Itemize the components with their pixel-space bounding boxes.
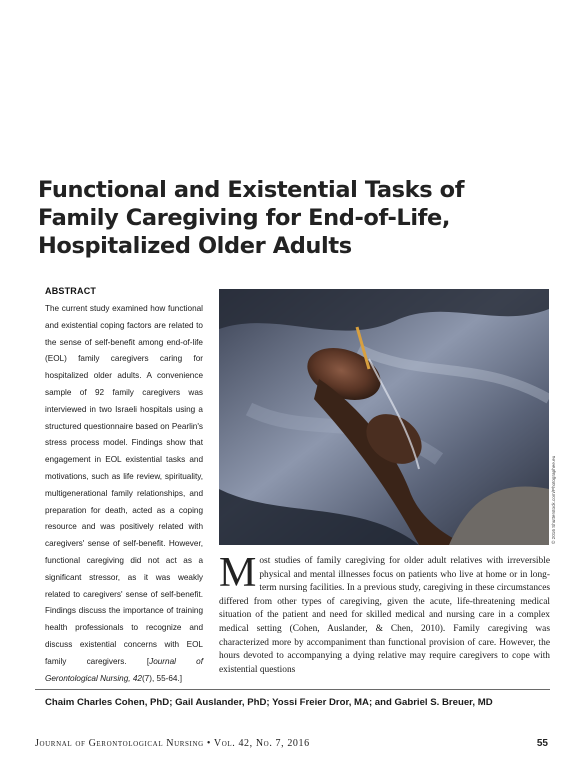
title-line: Functional and Existential Tasks of bbox=[38, 177, 465, 203]
title-line: Hospitalized Older Adults bbox=[38, 233, 352, 259]
abstract-citation-open: [ bbox=[146, 656, 150, 666]
drop-cap: M bbox=[219, 550, 257, 596]
abstract-body-text: The current study examined how functional and existential coping factors are related to the sense of self-benefit among end-of-life (EOL) family caregivers caring for hospitalized older adults. A convenience sample of 92 family caregivers was interviewed in two Israeli hospitals using a structured questionnaire based on Pearlin's stress process model. Findings show that engagement in EOL existential tasks and motivations, such as life review, spirituality, multigenerational family relationships, and preparation for death, acted as a coping resource and was positively related with caregivers' sense of self-benefit. However, functional caregiving did not act as a significant stressor, as it was weakly related to caregivers' sense of self-benefit. Findings discuss the importance of training health professionals to recognize and discuss existential concerns with EOL family caregivers. bbox=[45, 304, 203, 666]
body-paragraph: ost studies of family caregiving for older adult relatives with irreversible physical and mental illnesses focus on patients who live at home or in long-term nursing facilities. In a previous study, caregiving in these circumstances differed from other types of caregiving, given the acute, life-threatening medical situation of the patient and need for skilled medical and nursing care in a complex medical setting (Cohen, Auslander, & Chen, 2010). Family caregiving was characterized more by accompaniment than functional provision of care. However, the hours devoted to accompanying a dying relative may require caregivers to cope with existential questions bbox=[219, 556, 550, 675]
footer-journal: Journal of Gerontological Nursing • Vol. 42, No. 7, 2016 bbox=[35, 738, 310, 749]
title-line: Family Caregiving for End-of-Life, bbox=[38, 205, 451, 231]
abstract-heading: ABSTRACT bbox=[45, 286, 97, 296]
abstract-citation-journal: Journal of Gerontological Nursing, 42 bbox=[45, 656, 203, 683]
article-body bbox=[219, 550, 550, 677]
abstract-text bbox=[45, 301, 203, 687]
page-number: 55 bbox=[536, 738, 548, 749]
abstract-citation-rest: (7), 55-64.] bbox=[141, 673, 182, 683]
photo-credit: © 2016 Shutterstock.com/Photographee.eu bbox=[551, 455, 556, 544]
hands-photo-illustration bbox=[219, 289, 549, 545]
article-title bbox=[38, 176, 558, 260]
article-photo bbox=[219, 289, 549, 545]
author-list: Chaim Charles Cohen, PhD; Gail Auslander, PhD; Yossi Freier Dror, MA; and Gabriel S. Breuer, MD bbox=[45, 697, 493, 708]
divider bbox=[35, 689, 550, 690]
